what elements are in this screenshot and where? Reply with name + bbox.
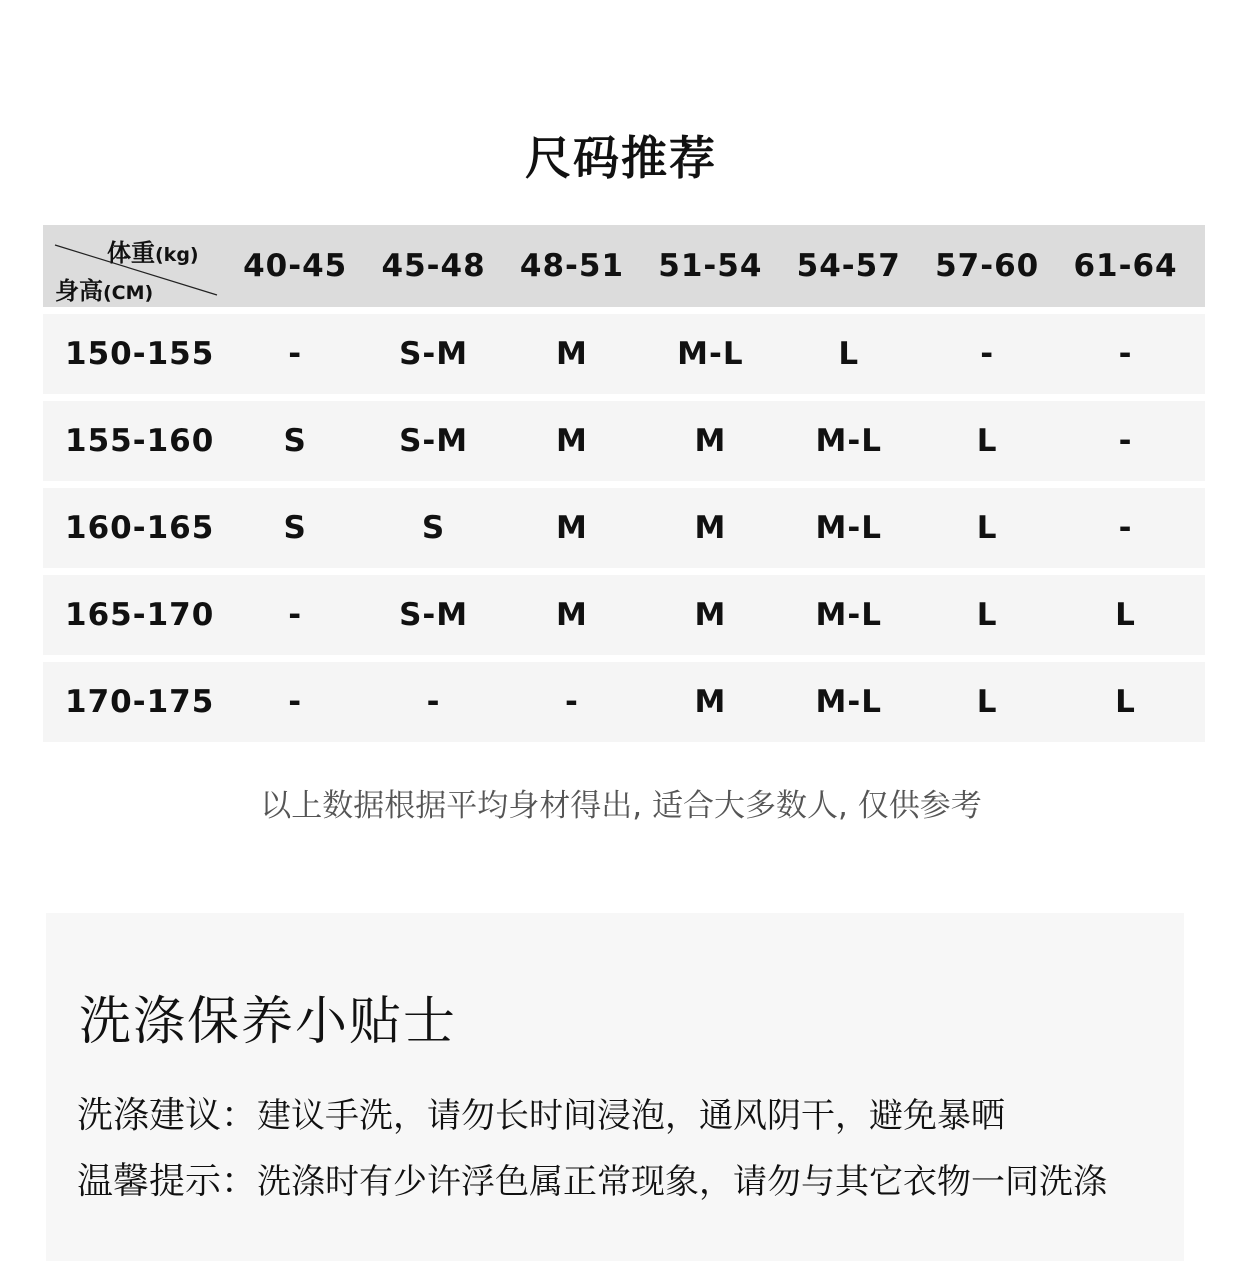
size-cell: - bbox=[426, 684, 441, 720]
size-cell: M-L bbox=[815, 423, 882, 459]
row-height-label: 155-160 bbox=[65, 423, 215, 459]
size-cell: S bbox=[283, 510, 307, 546]
table-row bbox=[43, 662, 1205, 742]
size-cell: L bbox=[838, 336, 860, 372]
corner-weight-label: 体重(kg) bbox=[107, 239, 199, 267]
size-cell: - bbox=[565, 684, 579, 720]
column-header: 54-57 bbox=[796, 248, 901, 284]
size-table bbox=[43, 225, 1205, 742]
size-cell: - bbox=[288, 684, 303, 720]
size-cell: S bbox=[421, 510, 446, 546]
size-cell: L bbox=[976, 423, 998, 459]
size-cell: M bbox=[694, 510, 727, 546]
size-cell: S-M bbox=[399, 423, 469, 459]
page-title: 尺码推荐 bbox=[525, 131, 717, 185]
size-cell: M bbox=[694, 597, 727, 633]
column-header: 45-48 bbox=[381, 248, 486, 284]
table-corner-cell bbox=[43, 225, 226, 307]
size-cell: M bbox=[556, 597, 588, 633]
column-header: 57-60 bbox=[935, 248, 1040, 284]
size-cell: L bbox=[1115, 597, 1136, 633]
row-height-label: 170-175 bbox=[65, 684, 215, 720]
table-row bbox=[43, 401, 1205, 481]
size-cell: M bbox=[556, 423, 588, 459]
table-row bbox=[43, 488, 1205, 568]
size-cell: L bbox=[976, 510, 998, 546]
size-cell: - bbox=[1118, 423, 1133, 459]
warm-tip-label: 温馨提示： bbox=[77, 1161, 258, 1202]
size-cell: M-L bbox=[677, 336, 744, 372]
table-row bbox=[43, 575, 1205, 655]
column-header: 51-54 bbox=[658, 248, 763, 284]
care-tips-title: 洗涤保养小贴士 bbox=[79, 992, 458, 1052]
size-cell: M-L bbox=[815, 510, 882, 546]
corner-height-label: 身高(CM) bbox=[55, 277, 154, 305]
reference-note: 以上数据根据平均身材得出, 适合大多数人, 仅供参考 bbox=[260, 788, 982, 824]
size-cell: L bbox=[976, 684, 998, 720]
row-height-label: 160-165 bbox=[65, 510, 215, 546]
size-cell: S-M bbox=[399, 336, 469, 372]
row-height-label: 165-170 bbox=[65, 597, 215, 633]
size-cell: M bbox=[694, 423, 727, 459]
table-header-row bbox=[43, 225, 1205, 307]
size-cell: - bbox=[980, 336, 995, 372]
washing-advice-text: 建议手洗，请勿长时间浸泡，通风阴干，避免暴晒 bbox=[257, 1096, 1006, 1136]
size-cell: L bbox=[976, 597, 998, 633]
size-cell: - bbox=[1118, 510, 1133, 546]
size-cell: - bbox=[1118, 336, 1133, 372]
column-header: 48-51 bbox=[519, 248, 625, 284]
washing-advice-label: 洗涤建议： bbox=[77, 1095, 258, 1136]
size-cell: M bbox=[556, 510, 588, 546]
size-cell: - bbox=[288, 597, 303, 633]
size-cell: S-M bbox=[399, 597, 469, 633]
size-cell: M bbox=[556, 336, 588, 372]
size-cell: - bbox=[288, 336, 303, 372]
warm-tip-line bbox=[77, 1153, 1107, 1204]
washing-advice-line bbox=[77, 1087, 1005, 1138]
column-header: 61-64 bbox=[1073, 248, 1178, 284]
table-row bbox=[43, 314, 1205, 394]
care-tips-panel bbox=[46, 913, 1184, 1261]
column-header: 40-45 bbox=[243, 248, 348, 284]
warm-tip-text: 洗涤时有少许浮色属正常现象，请勿与其它衣物一同洗涤 bbox=[257, 1162, 1108, 1202]
size-cell: M bbox=[694, 684, 727, 720]
size-cell: M-L bbox=[815, 597, 882, 633]
size-cell: M-L bbox=[815, 684, 882, 720]
row-height-label: 150-155 bbox=[65, 336, 215, 372]
size-cell: L bbox=[1115, 684, 1136, 720]
size-cell: S bbox=[283, 423, 307, 459]
